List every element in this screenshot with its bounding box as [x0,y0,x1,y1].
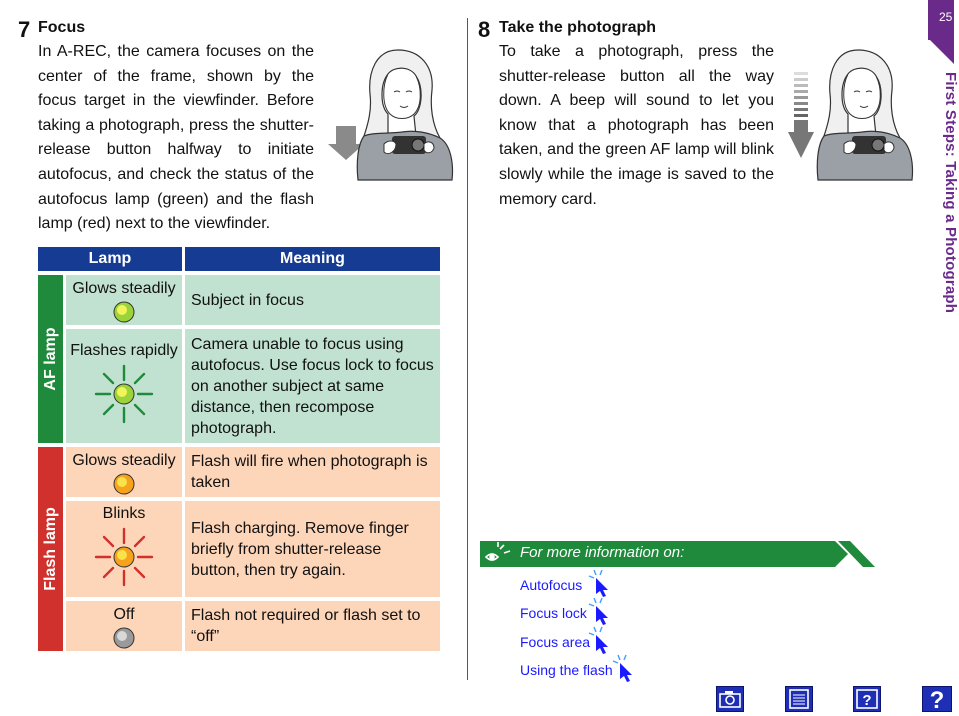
link-using-flash[interactable]: Using the flash [520,662,613,678]
green-lamp-flashing-icon [92,362,156,426]
svg-text:?: ? [929,687,945,714]
more-info-heading: For more information on: [520,544,685,561]
af-lamp-label: AF lamp [38,275,63,443]
link-focus-lock[interactable]: Focus lock [520,605,587,621]
link-cursor-icon [588,625,610,655]
green-lamp-steady-icon [112,300,136,324]
woman-camera-shutter-illustration [786,44,918,184]
help-icon [923,687,951,714]
orange-lamp-steady-icon [112,472,136,496]
orange-lamp-blinking-icon [92,525,156,589]
table-header-lamp: Lamp [38,247,182,271]
table-row-flash-off-lamp: Off [66,601,182,651]
flash-lamp-label: Flash lamp [38,447,63,651]
help-nav-button[interactable] [922,686,952,712]
index-nav-button[interactable] [853,686,881,712]
column-divider [467,18,468,680]
link-cursor-icon [588,568,610,598]
step-7-title: Focus [38,19,86,36]
table-row-flash-off-meaning: Flash not required or flash set to “off” [185,601,440,651]
camera-icon [717,687,743,711]
step-8-body: To take a photograph, press the shutter-release button all the way down. A beep will sound to let you know that a photograph has been taken, and the green AF lamp will blink slowly while the image is saved to the memory card. [499,43,774,208]
table-row-flash-blink-meaning: Flash charging. Remove finger briefly from shutter-release button, then try again. [185,501,440,597]
link-cursor-icon [612,653,634,683]
step-7-body: In A-REC, the camera focuses on the center of the frame, shown by the focus target in the viewfinder. Before taking a photograph, press the shutter-release button halfway to initiate autofocus, and check the status of the autofocus lamp (green) and the flash lamp (red) next to the viewfinder. [38,43,314,233]
link-focus-area[interactable]: Focus area [520,634,591,650]
step-8-number: 8 [478,17,491,42]
table-row-flash-blink-lamp: Blinks [66,501,182,597]
link-autofocus[interactable]: Autofocus [520,577,583,593]
table-row-af-flash-meaning: Camera unable to focus using autofocus. Use focus lock to focus on another subject at same distance, then recompose photograph. [185,329,440,443]
shutter-press-arrow-icon [788,72,814,158]
step-7-number: 7 [18,17,31,42]
step-8-title: Take the photograph [499,19,657,36]
contents-icon [786,687,812,711]
table-row-flash-steady-lamp: Glows steadily [66,447,182,497]
gray-lamp-off-icon [112,626,136,650]
table-header-meaning: Meaning [185,247,440,271]
page-number: 25 [939,10,953,24]
table-row-af-steady-lamp: Glows steadily [66,275,182,325]
table-row-af-steady-meaning: Subject in focus [185,275,440,325]
table-row-af-flash-lamp: Flashes rapidly [66,329,182,443]
link-cursor-icon [588,596,610,626]
camera-nav-button[interactable] [716,686,744,712]
section-title: First Steps: Taking a Photograph [942,72,959,314]
svg-text:?: ? [862,692,872,709]
table-row-flash-steady-meaning: Flash will fire when photograph is taken [185,447,440,497]
index-icon [854,687,880,711]
contents-nav-button[interactable] [785,686,813,712]
woman-camera-illustration [328,44,464,184]
